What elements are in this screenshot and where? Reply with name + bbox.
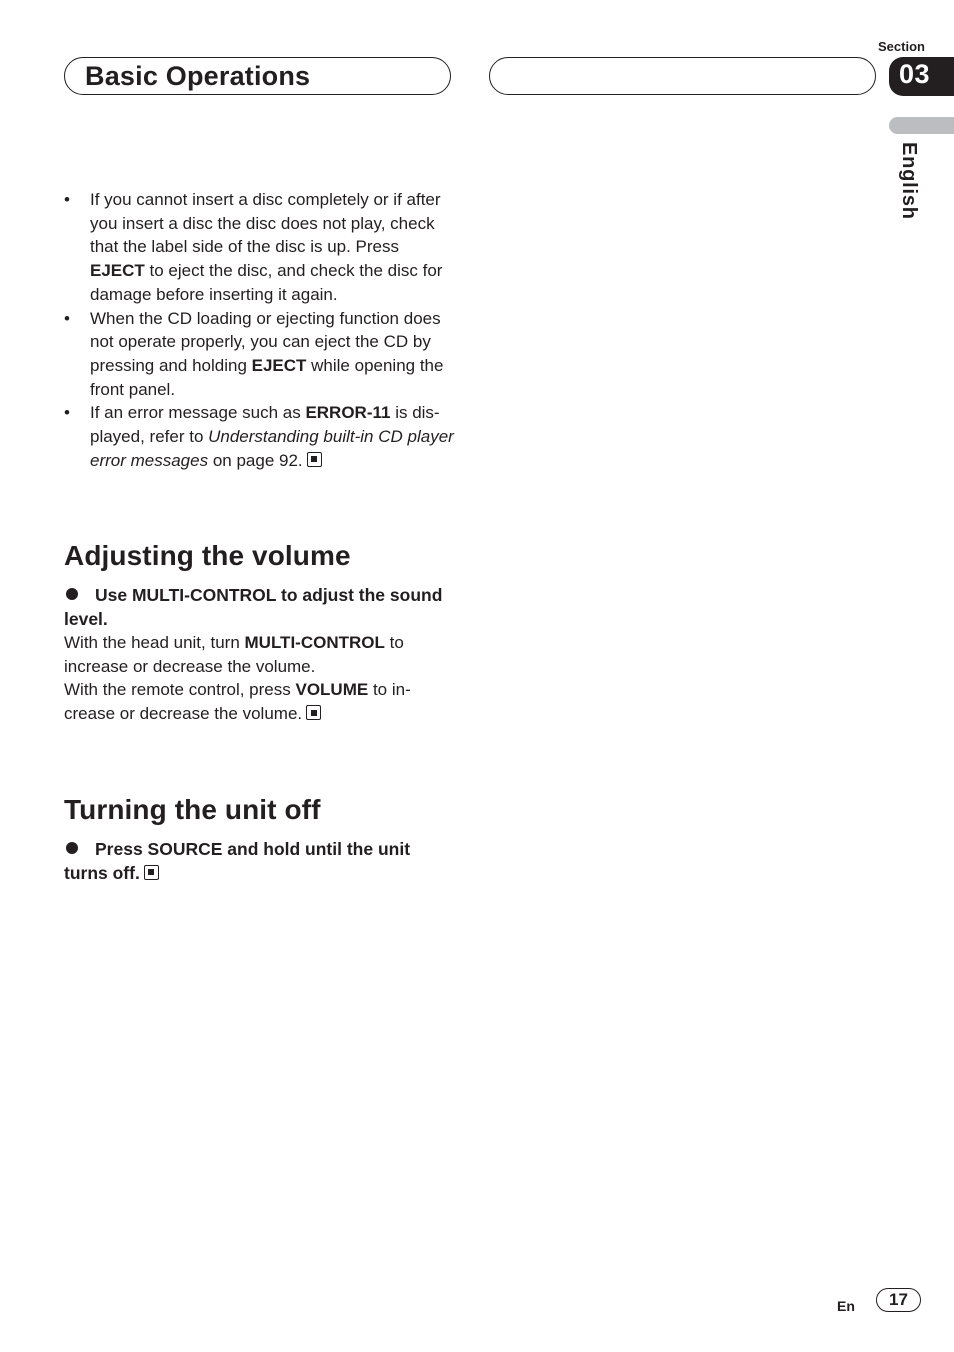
para-text: With the head unit, turn (64, 633, 245, 652)
page-number: 17 (876, 1288, 921, 1312)
end-of-section-icon (307, 452, 322, 467)
list-item (64, 307, 456, 402)
step-unit-off (64, 838, 456, 885)
key-volume: VOLUME (295, 680, 369, 700)
language-tab (889, 117, 954, 134)
note-error-code: ERROR-11 (305, 403, 391, 423)
cross-reference: Understanding built-in CD player error messages (90, 427, 454, 470)
step-bullet-icon (66, 588, 78, 600)
volume-description (64, 631, 456, 726)
end-of-section-icon (144, 865, 159, 880)
note-text: on page 92. (208, 450, 303, 470)
bullet-marker: • (64, 403, 70, 423)
note-text: while opening the front panel. (90, 355, 444, 399)
section-heading-unit-off: Turning the unit off (64, 794, 321, 825)
para-text: to in-crease or decrease the volume. (64, 680, 411, 724)
section-heading-volume: Adjusting the volume (64, 540, 351, 571)
key-multi-control: MULTI-CONTROL (244, 633, 385, 652)
notes-list (64, 188, 456, 472)
para-text: to increase or decrease the volume. (64, 633, 404, 676)
step-text: Use MULTI-CONTROL to adjust the sound level. (64, 585, 443, 629)
end-of-section-icon (306, 705, 321, 720)
header-title-box (64, 57, 451, 95)
step-text: Press SOURCE and hold until the unit turns off. (64, 839, 411, 883)
note-text: If an error message such as (90, 403, 306, 423)
note-text: If you cannot insert a disc completely or if after you insert a disc the disc does not play, check that the label side of the disc is up. Press (90, 190, 441, 257)
section-number-tab (889, 57, 954, 96)
list-item (64, 188, 456, 307)
note-key-eject: EJECT (251, 355, 307, 375)
chapter-title: Basic Operations (85, 61, 311, 91)
para-text: With the remote control, press (64, 680, 296, 700)
list-item (64, 401, 456, 472)
bullet-marker: • (64, 190, 70, 209)
note-text: is dis-played, refer to (90, 403, 440, 447)
footer-language-code: En (837, 1298, 855, 1314)
step-bullet-icon (66, 842, 78, 854)
note-key-eject: EJECT (90, 261, 145, 281)
note-text: When the CD loading or ejecting function does not operate properly, you can eject the CD by pressing and holding (90, 308, 441, 375)
language-label: English (898, 142, 920, 220)
section-label: Section (878, 39, 925, 54)
section-number: 03 (899, 59, 931, 89)
bullet-marker: • (64, 308, 70, 328)
note-text: to eject the disc, and check the disc for damage before inserting it again. (90, 261, 443, 304)
step-volume (64, 584, 456, 631)
header-empty-box (489, 57, 876, 95)
